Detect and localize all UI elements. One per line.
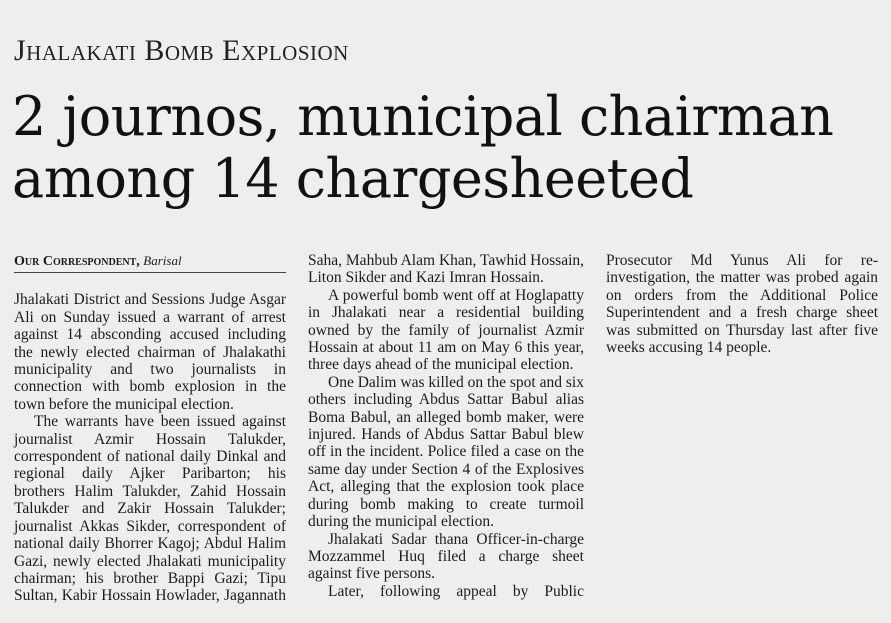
article-kicker: Jhalakati Bomb Explosion: [14, 34, 349, 67]
paragraph-6-continued: Prosecutor Md Yunus Ali for re-investigation, the matter was probed again on orders from the Additional Police Superintendent and a fresh charge sheet was submitted on Thursday last after five weeks accusing 14 people.: [606, 252, 878, 357]
byline-location: Barisal: [143, 253, 182, 268]
paragraph-4: One Dalim was killed on the spot and six others including Abdus Sattar Babul alias Boma Babul, an alleged bomb maker, were injured. Hands of Abdus Sattar Babul blew off in the incident. Police filed a case on the same day under Section 4 of the Explosives Act, alleging that the explosion took place during bomb making to create turmoil during the municipal election.: [308, 373, 584, 531]
article-column-3: [606, 252, 878, 356]
paragraph-5: Jhalakati Sadar thana Officer-in-charge Mozzammel Huq filed a charge sheet against five persons.: [308, 530, 584, 583]
paragraph-3: A powerful bomb went off at Hoglapatty in Jhalakati near a residential building owned by the family of journalist Azmir Hossain at about 11 am on May 6 this year, three days ahead of the municipal election.: [308, 286, 584, 374]
article-body: [14, 252, 286, 605]
byline: [14, 252, 286, 273]
headline-line-2: among 14 chargesheeted: [12, 147, 694, 210]
paragraph-2: The warrants have been issued against journalist Azmir Hossain Talukder, correspondent of national daily Dinkal and regional daily Ajker Paribarton; his brothers Halim Talukder, Zahid Hossain Talukder and Zakir Hossain Talukder; journalist Akkas Sikder, correspondent of national daily Bhorrer Kagoj; Abdul Halim Gazi, newly elected Jhalakati municipality chairman; his brother Bappi Gazi; Tipu Sultan, Kabir Hossain Howlader, Jagannath: [14, 413, 286, 605]
article-column-2: [308, 252, 584, 600]
byline-author: Our Correspondent,: [14, 254, 140, 269]
article-headline: [12, 86, 833, 210]
paragraph-2-continued: Saha, Mahbub Alam Khan, Tawhid Hossain, Liton Sikder and Kazi Imran Hossain.: [308, 252, 584, 287]
paragraph-1: Jhalakati District and Sessions Judge Asgar Ali on Sunday issued a warrant of arrest against 14 absconding accused including the newly elected chairman of Jhalakathi municipality and two journalists in connection with bomb explosion in the town before the municipal election.: [14, 291, 286, 413]
paragraph-6: Later, following appeal by Public: [328, 582, 584, 600]
headline-line-1: 2 journos, municipal chairman: [12, 85, 834, 148]
